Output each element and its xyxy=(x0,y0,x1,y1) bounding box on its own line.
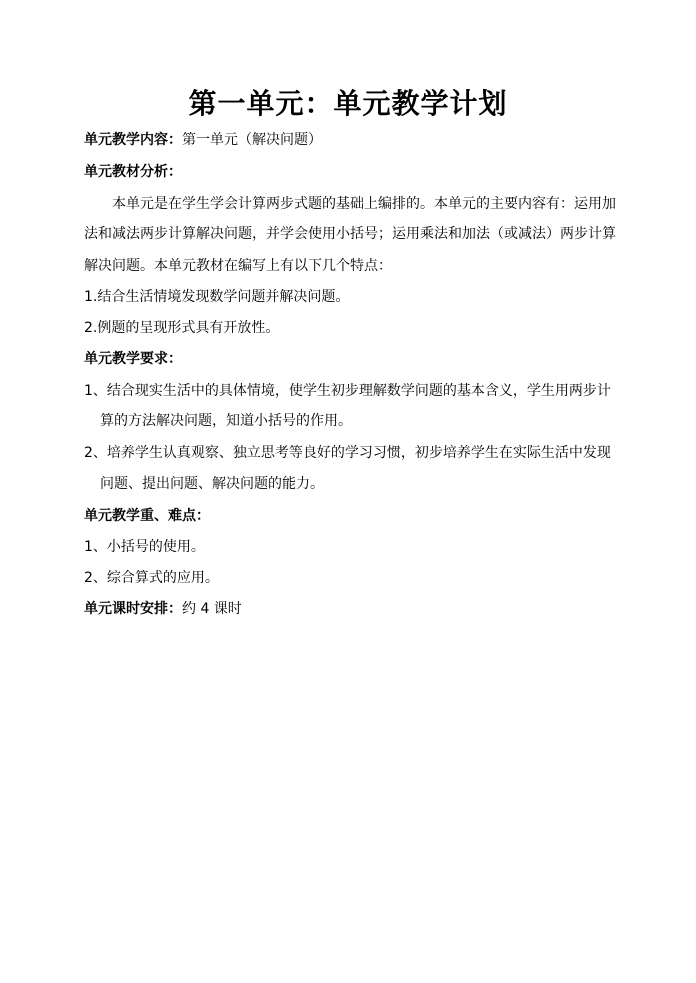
key-point-1: 1、小括号的使用。 xyxy=(84,539,205,555)
schedule-label: 单元课时安排： xyxy=(84,601,182,617)
analysis-point-2: 2.例题的呈现形式具有开放性。 xyxy=(84,320,280,336)
page-title: 第一单元：单元教学计划 xyxy=(188,87,508,120)
analysis-paragraph-line-1: 本单元是在学生学会计算两步式题的基础上编排的。本单元的主要内容有：运用加 xyxy=(112,196,616,212)
key-point-2: 2、综合算式的应用。 xyxy=(84,570,219,586)
analysis-paragraph-line-3: 解决问题。本单元教材在编写上有以下几个特点： xyxy=(84,258,392,274)
unit-content-value: 第一单元（解决问题） xyxy=(182,132,322,148)
unit-content-label: 单元教学内容： xyxy=(84,132,182,148)
schedule-value: 约 4 课时 xyxy=(182,601,242,617)
key-points-heading: 单元教学重、难点： xyxy=(84,508,210,524)
unit-content-line xyxy=(84,130,620,150)
requirement-1-line-2: 算的方法解决问题，知道小括号的作用。 xyxy=(100,413,352,429)
material-analysis-heading: 单元教材分析： xyxy=(84,164,182,180)
requirement-2-line-2: 问题、提出问题、解决问题的能力。 xyxy=(100,476,324,492)
requirement-2-line-1: 2、培养学生认真观察、独立思考等良好的学习习惯，初步培养学生在实际生活中发现 xyxy=(84,445,611,461)
analysis-paragraph-line-2: 法和减法两步计算解决问题，并学会使用小括号；运用乘法和加法（或减法）两步计算 xyxy=(84,226,616,242)
analysis-point-1: 1.结合生活情境发现数学问题并解决问题。 xyxy=(84,289,350,305)
schedule-line xyxy=(84,599,620,619)
requirements-heading: 单元教学要求： xyxy=(84,351,182,367)
requirement-1-line-1: 1、结合现实生活中的具体情境，使学生初步理解数学问题的基本含义，学生用两步计 xyxy=(84,383,611,399)
